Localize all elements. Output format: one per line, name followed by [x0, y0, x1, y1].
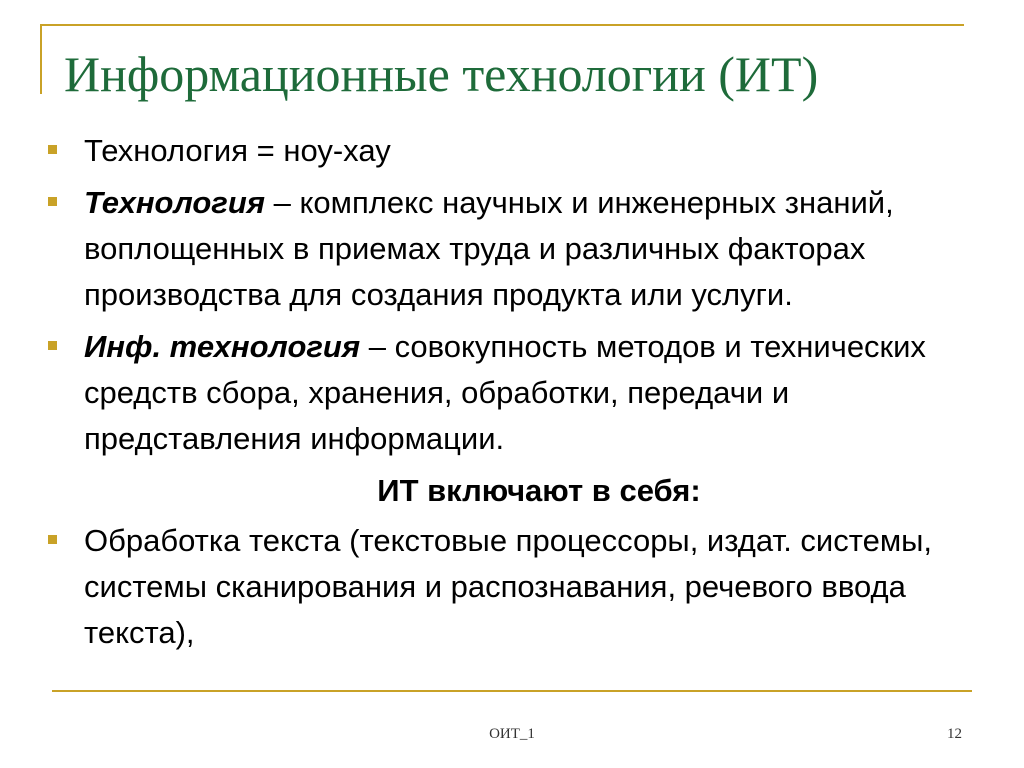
bullet-text: Технология = ноу-хау: [84, 133, 391, 168]
bullet-square-icon: [48, 535, 57, 544]
bullet-text: – комплекс научных и инженерных знаний, воплощенных в приемах труда и различных факторах производства для создания продукта или услуги.: [84, 185, 894, 312]
bullet-square-icon: [48, 197, 57, 206]
bullet-term: Технология: [84, 185, 266, 220]
bullet-text: Обработка текста (текстовые процессоры, издат. системы, системы сканирования и распознавания, речевого ввода текста),: [84, 523, 933, 650]
bullet-item: [44, 324, 994, 462]
slide-content: [44, 128, 994, 656]
bullet-item: [44, 128, 994, 174]
bullet-text: – совокупность методов и технических средств сбора, хранения, обработки, передачи и представления информации.: [84, 329, 926, 456]
page-number: 12: [947, 726, 962, 742]
bullet-item: [44, 180, 994, 318]
bullet-square-icon: [48, 341, 57, 350]
frame-left-rule: [40, 24, 42, 94]
bullet-item: [44, 518, 994, 656]
bullet-square-icon: [48, 145, 57, 154]
bullet-term: Инф. технология: [84, 329, 361, 364]
footer-label: ОИТ_1: [489, 726, 535, 742]
subheading: ИТ включают в себя:: [377, 473, 701, 508]
slide-title: Информационные технологии (ИТ): [64, 46, 819, 102]
frame-bottom-rule: [52, 690, 972, 692]
frame-top-rule: [40, 24, 964, 26]
